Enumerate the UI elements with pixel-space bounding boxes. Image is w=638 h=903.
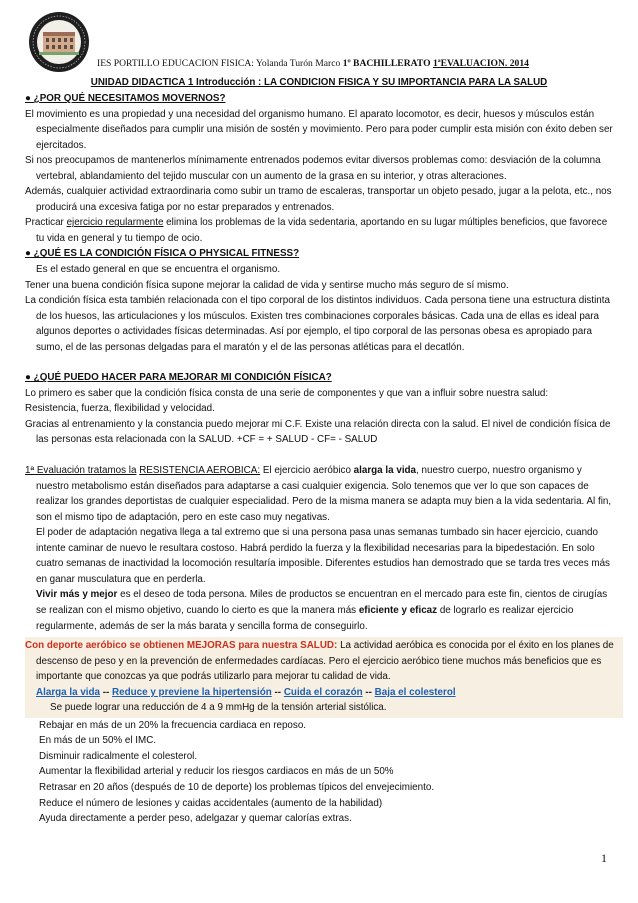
paragraph-text: de lograrlo es realizar ejercicio regularmente, además de ser la más barata y sencilla forma de conseguirlo.: [36, 604, 574, 632]
link-row: [25, 685, 617, 701]
list-item-text: Ayuda directamente a perder peso, adelgazar y quemar calorías extras.: [39, 813, 352, 825]
section-heading: ● ¿QUÉ PUEDO HACER PARA MEJORAR MI CONDICIÓN FÍSICA?: [25, 372, 332, 384]
list-item: [25, 764, 617, 780]
header-course: 1º BACHILLERATO: [342, 58, 431, 69]
link-colesterol[interactable]: Baja el colesterol: [374, 686, 456, 698]
paragraph: El movimiento es una propiedad y una necesidad del organismo humano. El aparato locomotor, es decir, huesos y músculos están especialmente diseñados para cumplir una misión de sostén y movimiento. Pero para poder cumplir esta misión con éxito deben ser ejercitados.: [25, 108, 613, 151]
paragraph: Tener una buena condición física supone mejorar la calidad de vida y sentirse mucho más seguro de sí mismo.: [25, 279, 509, 291]
document-header: [97, 58, 529, 69]
bold-phrase: eficiente y eficaz: [358, 604, 438, 616]
list-item: [25, 733, 617, 749]
section-heading: ● ¿POR QUÉ NECESITAMOS MOVERNOS?: [25, 93, 226, 104]
list-item-text: Reduce el número de lesiones y caidas accidentales (aumento de la habilidad): [39, 797, 383, 809]
list-item: [25, 780, 617, 796]
header-school: IES PORTILLO EDUCACION FISICA: Yolanda Turón Marco: [97, 58, 341, 69]
paragraph: La condición física esta también relacionada con el tipo corporal de los distintos individuos. Cada persona tiene una estructura distinta de los huesos, las articulaciones y los músculos. Existen tres combinaciones corporales básicas. Cada una de ellas es ideal para algunos deportes o actividades físicas determinadas. Así por ejemplo, el tipo corporal de las personas obesa es apropiado para sumo, el de las personas delgadas para el maratón y el de las personas atléticas para el decatlón.: [25, 295, 610, 353]
paragraph-text: El ejercicio aeróbico: [260, 465, 354, 477]
paragraph-text: Practicar: [25, 217, 67, 229]
link-separator: --: [100, 686, 113, 698]
underlined-phrase: 1ª Evaluación tratamos la: [25, 465, 137, 477]
document-title: UNIDAD DIDACTICA 1 Introducción : LA CONDICION FISICA Y SU IMPORTANCIA PARA LA SALUD: [90, 77, 548, 88]
highlight-heading: Con deporte aeróbico se obtienen MEJORAS para nuestra SALUD:: [25, 640, 338, 652]
underlined-phrase: RESISTENCIA AEROBICA:: [139, 465, 261, 477]
list-item-text: Aumentar la flexibilidad arterial y reducir los riesgos cardiacos en más de un 50%: [39, 766, 394, 778]
link-separator: --: [271, 686, 284, 698]
section-heading: ● ¿QUÉ ES LA CONDICIÓN FÍSICA O PHYSICAL FITNESS?: [25, 248, 300, 260]
list-item-text: Retrasar en 20 años (después de 10 de deporte) los problemas típicos del envejecimiento.: [39, 781, 435, 793]
paragraph-text: , nuestro cuerpo, nuestro organismo y nuestro metabolismo están diseñados para adaptarse a casi cualquier exigencia. Solo tenemos que ver lo que son capaces de realizar los grandes deportistas de cualquier especialidad. Pero de la misma manera se adapta muy bien a la vida sedentaria. Al fin, son el mismo tipo de adaptación, pero en este caso muy negativas.: [36, 465, 612, 523]
paragraph: [25, 463, 617, 525]
document-body: [25, 91, 617, 827]
paragraph: [25, 215, 617, 246]
paragraph: Gracias al entrenamiento y la constancia puedo mejorar mi C.F. Existe una relación directa con la salud. El nivel de condición física de las personas esta relacionada con la SALUD. +CF = + SALUD - CF= - SALUD: [25, 418, 611, 446]
link-alarga-la-vida[interactable]: Alarga la vida: [36, 686, 101, 698]
bold-phrase: Vivir más y mejor: [36, 589, 118, 601]
paragraph-text: es el deseo de toda persona. Miles de productos se encuentran en el mercado para este fin, cientos de cirugías se realizan con el mismo objetivo, cuando lo cierto es que la manera más: [36, 589, 608, 616]
bold-phrase: alarga la vida: [353, 465, 417, 477]
list-item: [25, 749, 617, 765]
link-hipertension[interactable]: Reduce y previene la hipertensión: [112, 686, 272, 698]
bullet-text: Se puede lograr una reducción de 4 a 9 mmHg de la tensión arterial sistólica.: [50, 702, 387, 714]
list-item: [25, 796, 617, 812]
list-item: [25, 811, 617, 827]
paragraph: Si nos preocupamos de mantenerlos mínimamente entrenados podemos evitar diversos problemas como: desviación de la columna vertebral, ablandamiento del tejido muscular con un aumento de la grasa en su interior, y otras alteraciones.: [25, 155, 601, 182]
header-evaluation: 1ªEVALUACION. 2014: [432, 58, 529, 69]
link-separator: --: [362, 686, 375, 698]
spacer: [25, 355, 617, 370]
paragraph: Es el estado general en que se encuentra el organismo.: [36, 264, 281, 276]
list-item-text: Rebajar en más de un 20% la frecuencia cardiaca en reposo.: [39, 719, 307, 731]
paragraph: Lo primero es saber que la condición física consta de una serie de componentes y que van a influir sobre nuestra salud:: [25, 387, 549, 399]
spacer: [25, 448, 617, 463]
list-item-text: Disminuir radicalmente el colesterol.: [39, 750, 198, 762]
box-bullet: [25, 700, 617, 716]
school-logo: [21, 10, 97, 74]
paragraph: [25, 638, 617, 685]
page-number: 1: [601, 851, 607, 865]
paragraph-text: elimina los problemas de la vida sedentaria, aportando en su lugar múltiples beneficios, que favorece tu vida en general y tu tiempo de ocio.: [36, 217, 608, 244]
link-cuida-corazon[interactable]: Cuida el corazón: [283, 686, 363, 698]
benefits-list: [25, 718, 617, 827]
highlight-box: [25, 637, 623, 718]
paragraph: Además, cualquier actividad extraordinaria como subir un tramo de escaleras, transportar un objeto pesado, jugar a la pelota, etc., nos producirá una excesiva fatiga por no estar preparados y entrenados.: [25, 186, 612, 213]
paragraph: Resistencia, fuerza, flexibilidad y velocidad.: [25, 403, 215, 415]
paragraph: El poder de adaptación negativa llega a tal extremo que si una persona pasa unas semanas tumbado sin hacer ejercicio, cuando intente caminar de nuevo le resultara costoso. Habrá perdido la fuerza y la flexibilidad necesarias para la bipedestación. En solo cuatro semanas de inactividad la locomoción resultaría imposible. Diferentes estudios han demostrado que se tarda tres veces más en ganar musculatura que en perderla.: [36, 527, 610, 585]
list-item: [25, 718, 617, 734]
paragraph: [25, 587, 617, 634]
list-item-text: En más de un 50% el IMC.: [39, 735, 157, 747]
underlined-phrase: ejercicio regularmente: [66, 217, 164, 229]
paragraph-text: La actividad aeróbica es conocida por el éxito en los planes de descenso de peso y en la prevención de enfermedades cardíacas. Pero el ejercicio aeróbico tiene muchos más beneficios que es importante que conozcas ya que podrás utilizarlo para mejorar tu calidad de vida.: [36, 640, 614, 683]
